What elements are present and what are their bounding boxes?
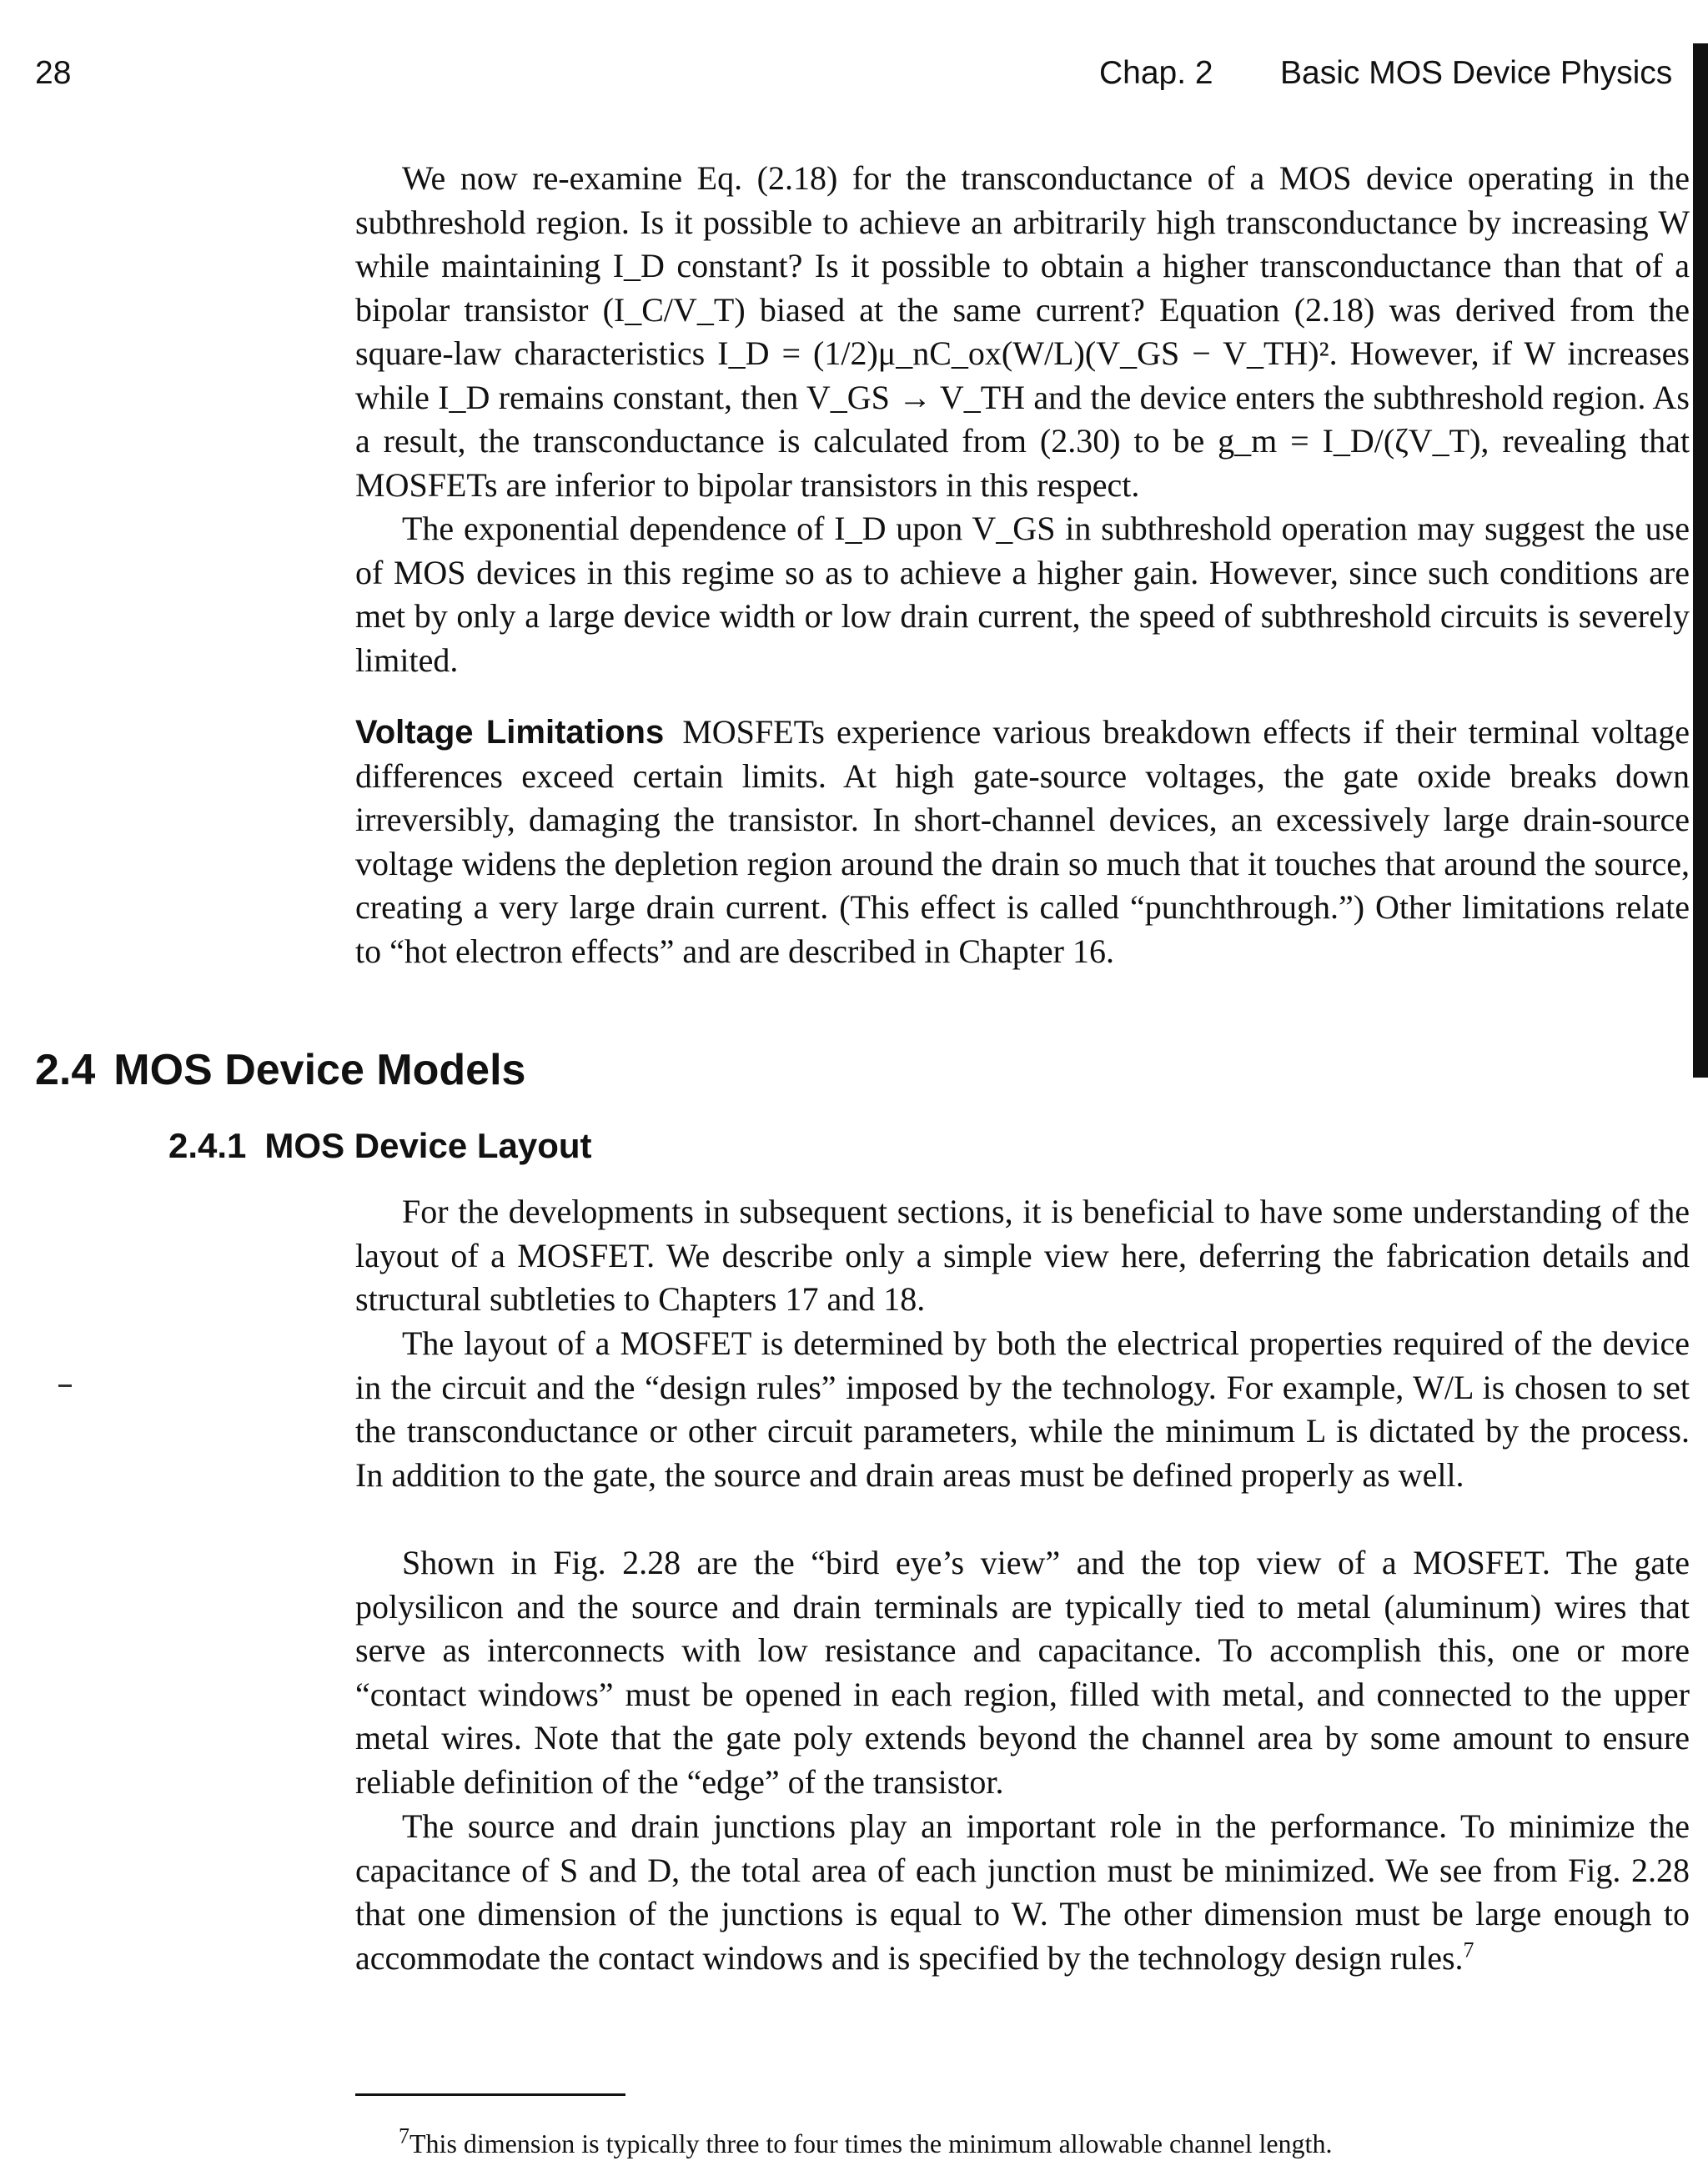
subsection-number: 2.4.1 xyxy=(168,1126,247,1165)
paragraph-exponential-dependence: The exponential dependence of I_D upon V_GS in subthreshold operation may suggest the use of MOS devices in this regime so as to achieve a higher gain. However, since such conditions are met by only a large device width or low drain current, the speed of subthreshold circuits is severely limited. xyxy=(355,510,1690,679)
margin-mark xyxy=(58,1384,72,1387)
footnote-reference: 7 xyxy=(1463,1937,1474,1962)
section-number: 2.4 xyxy=(35,1046,96,1094)
paragraph-voltage-limitations xyxy=(355,711,1690,973)
chapter-label: Chap. 2 xyxy=(1099,55,1213,91)
page-number: 28 xyxy=(35,55,72,91)
junctions-text: The source and drain junctions play an important role in the performance. To minimize the capacitance of S and D, the total area of each junction must be minimized. We see from Fig. 2.28 that one dimension of the junctions is equal to W. The other dimension must be large enough to accommodate the contact windows and is specified by the technology design rules. xyxy=(355,1807,1690,1977)
footnote-rule xyxy=(355,2093,625,2096)
voltage-limitations-text: MOSFETs experience various breakdown effects if their terminal voltage differences exceed certain limits. At high gate-source voltages, the gate oxide breaks down irreversibly, damaging the transistor. In short-channel devices, an excessively large drain-source voltage widens the depletion region around the drain so much that it touches that around the source, creating a very large drain current. (This effect is called “punchthrough.”) Other limitations relate to “hot electron effects” and are described in Chapter 16. xyxy=(355,713,1690,970)
footnote-marker: 7 xyxy=(399,2123,409,2148)
scan-edge-shadow xyxy=(1693,43,1708,1078)
paragraph-transconductance: We now re-examine Eq. (2.18) for the transconductance of a MOS device operating in the subthreshold region. Is it possible to achieve an arbitrarily high transconductance by increasing W while maintaining I_D constant? Is it possible to obtain a higher transconductance than that of a bipolar transistor (I_C/V_T) biased at the same current? Equation (2.18) was derived from the square-law characteristics I_D = (1/2)μ_nC_ox(W/L)(V_GS − V_TH)². However, if W increases while I_D remains constant, then V_GS → V_TH and the device enters the subthreshold region. As a result, the transconductance is calculated from (2.30) to be g_m = I_D/(ζV_T), revealing that MOSFETs are inferior to bipolar transistors in this respect. xyxy=(355,159,1690,504)
subsection-heading xyxy=(168,1126,592,1166)
section-heading xyxy=(35,1045,525,1095)
run-in-heading: Voltage Limitations xyxy=(355,714,665,751)
section-title: MOS Device Models xyxy=(113,1046,526,1094)
footnote-text: This dimension is typically three to four times the minimum allowable channel length. xyxy=(409,2128,1333,2158)
running-title: Basic MOS Device Physics xyxy=(1280,55,1673,91)
subsection-title: MOS Device Layout xyxy=(264,1126,592,1165)
paragraph-layout-intro: For the developments in subsequent sections, it is beneficial to have some understanding of the layout of a MOSFET. We describe only a simple view here, deferring the fabrication details and structural subtleties to Chapters 17 and 18. xyxy=(355,1193,1690,1318)
paragraph-junctions xyxy=(355,1805,1690,1980)
paragraph-layout-design-rules: The layout of a MOSFET is determined by both the electrical properties required of the device in the circuit and the “design rules” imposed by the technology. For example, W/L is chosen to set the transconductance or other circuit parameters, while the minimum L is dictated by the process. In addition to the gate, the source and drain areas must be defined properly as well. xyxy=(355,1324,1690,1494)
footnote xyxy=(399,2123,1333,2159)
paragraph-contact-windows: Shown in Fig. 2.28 are the “bird eye’s view” and the top view of a MOSFET. The gate polysilicon and the source and drain terminals are typically tied to metal (aluminum) wires that serve as interconnects with low resistance and capacitance. To accomplish this, one or more “contact windows” must be opened in each region, filled with metal, and connected to the upper metal wires. Note that the gate poly extends beyond the channel area by some amount to ensure reliable definition of the “edge” of the transistor. xyxy=(355,1544,1690,1801)
